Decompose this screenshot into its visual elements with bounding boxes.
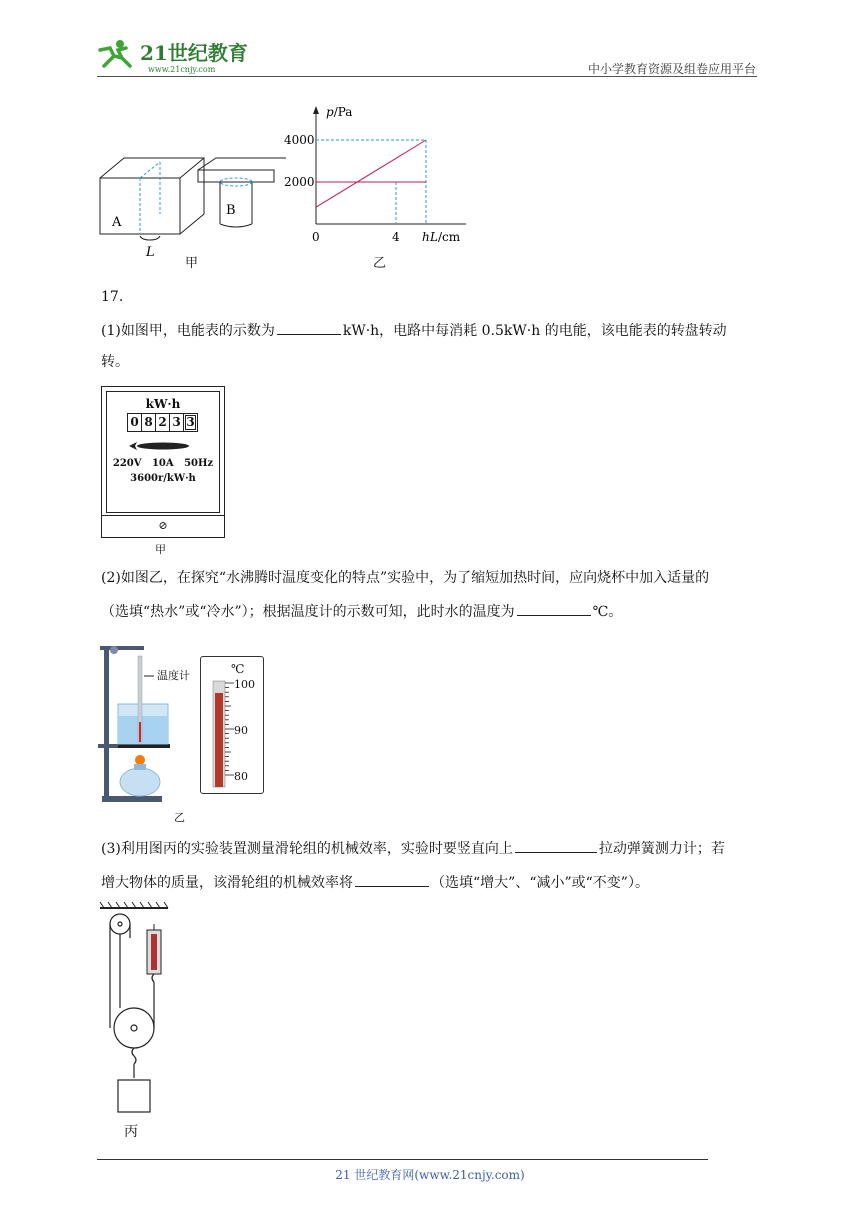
y-axis-label [326, 105, 352, 119]
movable-pulley [114, 1008, 154, 1048]
blank-temperature[interactable] [517, 601, 591, 616]
caption-yi: 乙 [174, 811, 185, 824]
y-unit: /Pa [333, 105, 353, 119]
meter-digit: 3 [183, 413, 198, 432]
q17-p1-b: kW·h，电路中每消耗 0.5kW·h 的电能，该电能表的转盘转动 [342, 323, 727, 339]
y-var: p [326, 105, 334, 119]
stand-base [102, 796, 162, 802]
site-logo [96, 36, 266, 76]
q17-part2-line2 [101, 601, 622, 622]
pressure-chart [280, 100, 480, 270]
spring-scale [147, 924, 161, 974]
y-tick-label: 4000 [284, 133, 315, 147]
meter-spec: 220V 10A 50Hz [112, 458, 214, 469]
x-axis-label [429, 230, 461, 244]
weight-block [118, 1080, 150, 1112]
series-line-1 [316, 140, 426, 207]
meter-digit: 2 [155, 413, 170, 432]
fixed-pulley [110, 914, 130, 934]
meter-digit: 0 [127, 413, 142, 432]
logo-text: 21世纪教育 [140, 41, 248, 65]
meter-rate: 3600r/kW·h [130, 473, 196, 484]
q17-p3-c: 增大物体的质量，该滑轮组的机械效率将 [101, 875, 353, 891]
x-var: L [430, 230, 438, 244]
caption-bing: 丙 [124, 1124, 138, 1140]
blank-pull-manner[interactable] [515, 838, 597, 853]
x-tick-label: h [422, 230, 430, 244]
q17-part3-line2 [101, 872, 649, 893]
pulley-system [96, 898, 186, 1120]
boiling-apparatus [96, 636, 206, 806]
meter-disc-icon [107, 438, 219, 454]
caption-yi-16: 乙 [373, 256, 387, 271]
meter-terminal-icon: ⊘ [101, 515, 225, 538]
q17-part2-line1: (2)如图乙，在探究“水沸腾时温度变化的特点”实验中，为了缩短加热时间，应向烧杯中加入适量的 [101, 570, 710, 586]
header-divider [97, 76, 757, 77]
meter-digits [107, 413, 219, 432]
caption-jia: 甲 [155, 543, 166, 556]
q17-p3-b: 拉动弹簧测力计；若 [598, 841, 725, 857]
tick-90: 90 [234, 724, 248, 737]
thermometer-closeup [200, 656, 264, 794]
thermometer-label: 温度计 [157, 669, 190, 682]
q17-part1-line2 [101, 352, 129, 372]
thermo-unit: ℃ [231, 662, 245, 676]
meter-digit: 3 [169, 413, 184, 432]
runner-icon [100, 40, 130, 66]
x-unit: /cm [437, 230, 461, 244]
footer-divider [97, 1159, 708, 1160]
q17-p1-c: 转。 [101, 354, 129, 370]
meter-unit: kW·h [145, 397, 181, 411]
meter-digit: 8 [141, 413, 156, 432]
q17-p2-c: ℃。 [592, 604, 623, 620]
tick-100: 100 [234, 678, 255, 691]
x-tick-label: 0 [312, 230, 320, 244]
dim-l-label: L [146, 245, 155, 260]
logo-url: www.21cnjy.com [148, 65, 216, 74]
q17-part3-line1 [101, 838, 725, 859]
q17-p2-b: （选填“热水”或“冷水”）；根据温度计的示数可知，此时水的温度为 [101, 604, 515, 620]
energy-meter [101, 386, 225, 538]
blank-meter-reading[interactable] [277, 320, 341, 335]
question-number: 17. [101, 289, 124, 305]
q17-p3-d: （选填“增大”、“减小”或“不变”）。 [431, 875, 649, 891]
q17-part1-line1 [101, 320, 727, 341]
footer-text: 21 世纪教育网(www.21cnjy.com) [335, 1168, 525, 1182]
flame-icon [135, 755, 145, 765]
blank-efficiency-change[interactable] [355, 872, 429, 887]
block-a-label: A [112, 215, 122, 230]
header-platform-text: 中小学教育资源及组卷应用平台 [587, 62, 756, 76]
q17-p1-a: (1)如图甲，电能表的示数为 [101, 323, 275, 339]
stand-rod [104, 646, 109, 798]
x-tick-label: 4 [392, 230, 400, 244]
alcohol-lamp [120, 768, 160, 796]
block-b-label: B [226, 203, 236, 218]
caption-jia-16: 甲 [185, 256, 199, 271]
blocks-figure [96, 150, 286, 270]
tick-80: 80 [234, 770, 248, 783]
y-tick-label: 2000 [284, 175, 315, 189]
q17-p3-a: (3)利用图丙的实验装置测量滑轮组的机械效率，实验时要竖直向上 [101, 841, 513, 857]
